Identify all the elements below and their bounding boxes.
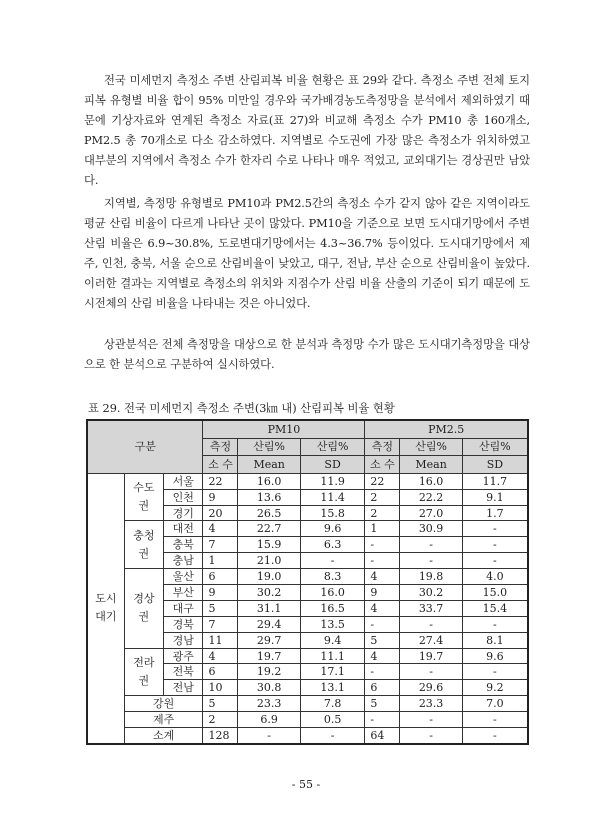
- pm25-sd: -: [462, 664, 528, 680]
- pm25-sd: 9.2: [462, 680, 528, 696]
- row-name: 경남: [164, 632, 203, 648]
- header-pm25: PM2.5: [365, 420, 528, 438]
- header-count2-pm10: 소 수: [203, 456, 238, 474]
- header-mean-pm10: Mean: [238, 456, 300, 474]
- pm10-sd: 7.8: [300, 696, 365, 712]
- forest-cover-table: [86, 419, 529, 745]
- pm25-count: 64: [365, 728, 400, 744]
- pm25-count: 22: [365, 473, 400, 489]
- pm25-mean: 23.3: [400, 696, 462, 712]
- pm25-sd: 15.0: [462, 585, 528, 601]
- pm25-count: -: [365, 664, 400, 680]
- pm10-count: 7: [203, 537, 238, 553]
- pm10-count: 4: [203, 521, 238, 537]
- pm10-mean: -: [238, 728, 300, 744]
- pm10-sd: 15.8: [300, 505, 365, 521]
- pm25-mean: -: [400, 553, 462, 569]
- pm25-count: 4: [365, 569, 400, 585]
- region-chungcheong: 충청 권: [124, 521, 163, 569]
- pm10-count: 9: [203, 585, 238, 601]
- pm10-count: 10: [203, 680, 238, 696]
- pm25-count: -: [365, 537, 400, 553]
- region-jeolla: 전라 권: [124, 648, 163, 696]
- pm25-mean: 19.7: [400, 648, 462, 664]
- row-name: 대전: [164, 521, 203, 537]
- pm25-count: -: [365, 712, 400, 728]
- pm25-sd: 9.1: [462, 489, 528, 505]
- pm10-count: 22: [203, 473, 238, 489]
- row-name: 제주: [124, 712, 203, 728]
- header-forest-mean-pm25: 산림%: [400, 438, 462, 456]
- pm10-sd: 9.4: [300, 632, 365, 648]
- pm25-count: -: [365, 553, 400, 569]
- pm25-mean: 29.6: [400, 680, 462, 696]
- pm10-mean: 15.9: [238, 537, 300, 553]
- pm10-mean: 6.9: [238, 712, 300, 728]
- pm25-mean: 33.7: [400, 600, 462, 616]
- row-name: 충북: [164, 537, 203, 553]
- pm10-count: 128: [203, 728, 238, 744]
- header-sd-pm25: SD: [462, 456, 528, 474]
- pm25-mean: 30.2: [400, 585, 462, 601]
- region-capital: 수도 권: [124, 473, 163, 521]
- pm25-mean: 22.2: [400, 489, 462, 505]
- pm25-count: 5: [365, 632, 400, 648]
- pm10-count: 2: [203, 712, 238, 728]
- pm10-sd: 11.1: [300, 648, 365, 664]
- pm25-count: 4: [365, 600, 400, 616]
- category-urban: 도시 대기: [87, 473, 124, 744]
- pm25-mean: -: [400, 664, 462, 680]
- region-gyeongsang: 경상 권: [124, 569, 163, 648]
- row-name: 인천: [164, 489, 203, 505]
- pm10-count: 6: [203, 664, 238, 680]
- pm25-mean: 30.9: [400, 521, 462, 537]
- pm10-count: 4: [203, 648, 238, 664]
- pm10-count: 6: [203, 569, 238, 585]
- paragraph-1: 전국 미세먼지 측정소 주변 산림피복 비율 현황은 표 29와 같다. 측정소 주변 전체 토지피복 유형별 비율 합이 95% 미만일 경우와 국가배경농도측정망을 분석에서 제외하였기 때문에 기상자료와 연계된 측정소 자료(표 27)와 비교해 측정소 수가 PM10 총 160개소, PM2.5 총 70개소로 다소 감소하였다. 지역별로 수도권에 가장 많은 측정소가 위치하였고 대부분의 지역에서 측정소 수가 한자리 수로 나타나 매우 적었고, 교외대기는 경상권만 남았다.: [84, 74, 530, 188]
- pm25-sd: -: [462, 537, 528, 553]
- pm10-mean: 19.0: [238, 569, 300, 585]
- pm10-sd: 6.3: [300, 537, 365, 553]
- header-count-pm10: 측정: [203, 438, 238, 456]
- pm25-mean: 19.8: [400, 569, 462, 585]
- row-name: 경기: [164, 505, 203, 521]
- pm25-sd: 8.1: [462, 632, 528, 648]
- row-name: 광주: [164, 648, 203, 664]
- pm10-sd: 9.6: [300, 521, 365, 537]
- pm10-count: 7: [203, 616, 238, 632]
- pm25-sd: -: [462, 728, 528, 744]
- pm25-sd: 9.6: [462, 648, 528, 664]
- pm25-mean: -: [400, 537, 462, 553]
- paragraph-3: 상관분석은 전체 측정망을 대상으로 한 분석과 측정망 수가 많은 도시대기측정망을 대상으로 한 분석으로 구분하여 실시하였다.: [84, 338, 530, 372]
- pm10-mean: 23.3: [238, 696, 300, 712]
- pm25-sd: -: [462, 553, 528, 569]
- table-caption: 표 29. 전국 미세먼지 측정소 주변(3㎞ 내) 산림피복 비율 현황: [88, 402, 395, 415]
- pm10-count: 11: [203, 632, 238, 648]
- row-name: 충남: [164, 553, 203, 569]
- pm25-mean: -: [400, 616, 462, 632]
- pm10-sd: 11.4: [300, 489, 365, 505]
- header-group: 구분: [87, 420, 203, 473]
- table-row: [87, 521, 528, 537]
- row-name: 부산: [164, 585, 203, 601]
- pm10-mean: 30.2: [238, 585, 300, 601]
- pm25-sd: -: [462, 616, 528, 632]
- pm25-count: 6: [365, 680, 400, 696]
- pm10-count: 5: [203, 696, 238, 712]
- pm25-count: 1: [365, 521, 400, 537]
- pm10-sd: 11.9: [300, 473, 365, 489]
- pm10-count: 5: [203, 600, 238, 616]
- row-name: 전북: [164, 664, 203, 680]
- pm10-mean: 29.7: [238, 632, 300, 648]
- pm10-sd: 13.5: [300, 616, 365, 632]
- pm10-mean: 30.8: [238, 680, 300, 696]
- pm10-mean: 31.1: [238, 600, 300, 616]
- row-name: 강원: [124, 696, 203, 712]
- pm10-sd: 0.5: [300, 712, 365, 728]
- pm10-sd: 13.1: [300, 680, 365, 696]
- pm25-count: 5: [365, 696, 400, 712]
- pm25-count: 2: [365, 505, 400, 521]
- pm25-sd: 1.7: [462, 505, 528, 521]
- pm10-mean: 16.0: [238, 473, 300, 489]
- pm10-mean: 21.0: [238, 553, 300, 569]
- paragraph-2: 지역별, 측정망 유형별로 PM10과 PM2.5간의 측정소 수가 같지 않아 같은 지역이라도 평균 산림 비율이 다르게 나타난 곳이 많았다. PM10을 기준으로 보면 도시대기망에서 주변 산림 비율은 6.9~30.8%, 도로변대기망에서는 4.3~36.7% 등이었다. 도시대기망에서 제주, 인천, 충북, 서울 순으로 산림비율이 낮았고, 대구, 전남, 부산 순으로 산림비율이 높았다. 이러한 결과는 지역별로 측정소의 위치와 지점수가 산림 비율 산출의 기준이 되기 때문에 도시전체의 산림 비율을 나타내는 것은 아니었다.: [84, 197, 530, 311]
- pm25-mean: 16.0: [400, 473, 462, 489]
- pm25-count: 4: [365, 648, 400, 664]
- row-name: 경북: [164, 616, 203, 632]
- header-count-pm25: 측정: [365, 438, 400, 456]
- table-row: [87, 728, 528, 744]
- row-name: 전남: [164, 680, 203, 696]
- row-name: 소계: [124, 728, 203, 744]
- header-count2-pm25: 소 수: [365, 456, 400, 474]
- pm25-count: 2: [365, 489, 400, 505]
- pm10-mean: 26.5: [238, 505, 300, 521]
- pm10-mean: 29.4: [238, 616, 300, 632]
- row-name: 울산: [164, 569, 203, 585]
- page-number: - 55 -: [291, 778, 321, 791]
- pm10-mean: 13.6: [238, 489, 300, 505]
- pm10-sd: 8.3: [300, 569, 365, 585]
- table-row: [87, 569, 528, 585]
- pm10-mean: 19.7: [238, 648, 300, 664]
- header-forest-sd-pm10: 산림%: [300, 438, 365, 456]
- header-sd-pm10: SD: [300, 456, 365, 474]
- header-mean-pm25: Mean: [400, 456, 462, 474]
- pm10-sd: -: [300, 553, 365, 569]
- pm10-count: 20: [203, 505, 238, 521]
- pm10-sd: 16.5: [300, 600, 365, 616]
- header-forest-mean-pm10: 산림%: [238, 438, 300, 456]
- pm10-mean: 22.7: [238, 521, 300, 537]
- table-row: [87, 712, 528, 728]
- table-row: [87, 473, 528, 489]
- pm10-mean: 19.2: [238, 664, 300, 680]
- pm10-sd: 17.1: [300, 664, 365, 680]
- pm25-mean: -: [400, 712, 462, 728]
- pm25-sd: -: [462, 521, 528, 537]
- header-forest-sd-pm25: 산림%: [462, 438, 528, 456]
- pm25-mean: 27.0: [400, 505, 462, 521]
- pm25-count: -: [365, 616, 400, 632]
- row-name: 서울: [164, 473, 203, 489]
- pm10-sd: 16.0: [300, 585, 365, 601]
- pm25-sd: 11.7: [462, 473, 528, 489]
- row-name: 대구: [164, 600, 203, 616]
- pm25-sd: -: [462, 712, 528, 728]
- table-row: [87, 648, 528, 664]
- pm10-count: 1: [203, 553, 238, 569]
- pm25-mean: 27.4: [400, 632, 462, 648]
- table-row: [87, 696, 528, 712]
- pm25-sd: 4.0: [462, 569, 528, 585]
- pm25-sd: 15.4: [462, 600, 528, 616]
- pm10-sd: -: [300, 728, 365, 744]
- pm25-sd: 7.0: [462, 696, 528, 712]
- pm25-count: 9: [365, 585, 400, 601]
- pm25-mean: -: [400, 728, 462, 744]
- header-pm10: PM10: [203, 420, 365, 438]
- pm10-count: 9: [203, 489, 238, 505]
